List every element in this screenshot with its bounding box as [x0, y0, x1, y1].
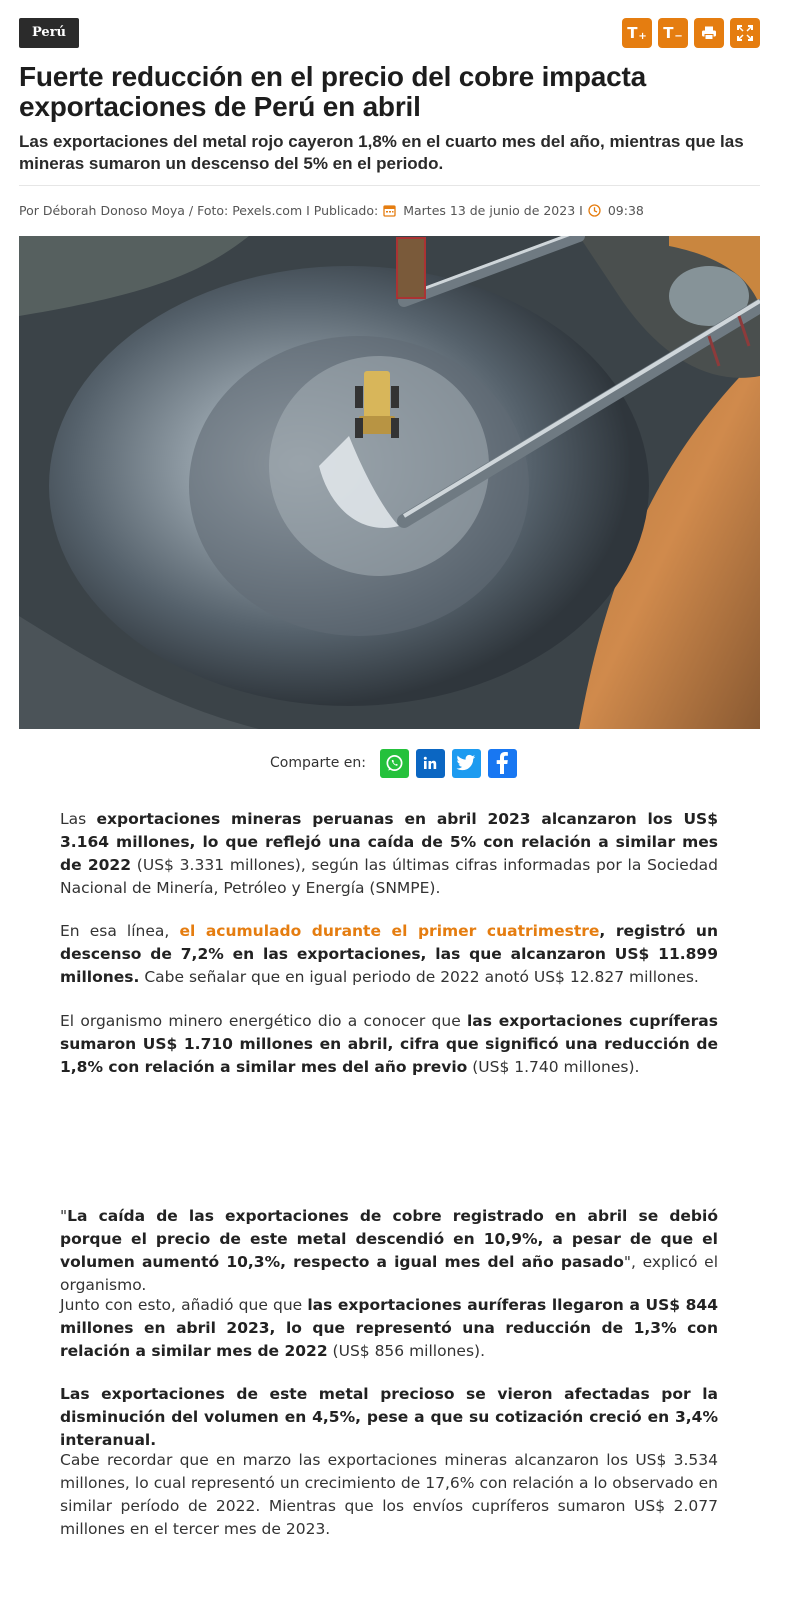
share-bar	[270, 748, 517, 778]
print-button[interactable]	[694, 18, 724, 48]
text-decrease-button[interactable]: T −	[658, 18, 688, 48]
divider	[19, 185, 760, 186]
paragraph-3: El organismo minero energético dio a conocer que las exportaciones cupríferas sumaron US$ 1.710 millones en abril, cifra que significó una reducción de 1,8% con relación a similar mes del año previo (US$ 1.740 millones).	[60, 1012, 718, 1076]
share-facebook-button[interactable]	[488, 749, 517, 778]
share-twitter-button[interactable]	[452, 749, 481, 778]
calendar-icon	[383, 204, 396, 217]
paragraph-7: Cabe recordar que en marzo las exportaciones mineras alcanzaron los US$ 3.534 millones, lo cual representó un crecimiento de 17,6% con relación a lo observado en similar período de 2022. Mientras que los envíos cupríferos sumaron US$ 2.077 millones en el tercer mes de 2023.	[60, 1451, 718, 1538]
fullscreen-icon	[737, 25, 753, 41]
print-icon	[701, 25, 717, 41]
text-increase-icon: T	[627, 24, 638, 42]
byline-date: Martes 13 de junio de 2023 I	[403, 203, 583, 218]
top-bar	[19, 18, 760, 48]
paragraph-4: "La caída de las exportaciones de cobre registrado en abril se debió porque el precio de este metal descendió en 10,9%, a pesar de que el volumen aumentó 10,3%, respecto a igual mes del año pasado", explicó el organismo.	[60, 1207, 719, 1294]
text-increase-button[interactable]: T +	[622, 18, 652, 48]
twitter-icon	[456, 754, 476, 772]
paragraph-5: Junto con esto, añadió que que las exportaciones auríferas llegaron a US$ 844 millones en abril 2023, lo que representó una reducción de 1,3% con relación a similar mes de 2022 (US$ 856 millones).	[60, 1296, 718, 1360]
article-tools	[622, 18, 760, 48]
category-tag[interactable]: Perú	[19, 18, 79, 48]
text-decrease-icon: T	[663, 24, 674, 42]
paragraph-2: En esa línea, el acumulado durante el primer cuatrimestre, registró un descenso de 7,2% en las exportaciones, las que alcanzaron US$ 11.899 millones. Cabe señalar que en igual periodo de 2022 anotó US$ 12.827 millones.	[60, 922, 718, 986]
clock-icon	[588, 204, 601, 217]
headline: Fuerte reducción en el precio del cobre impacta exportaciones de Perú en abril	[19, 61, 647, 122]
cuatrimestre-link[interactable]: el acumulado durante el primer cuatrimestre	[179, 922, 600, 940]
facebook-icon	[495, 752, 509, 774]
whatsapp-icon	[385, 754, 404, 773]
subtitle: Las exportaciones del metal rojo cayeron 1,8% en el cuarto mes del año, mientras que las mineras sumaron un descenso del 5% en el periodo.	[19, 132, 744, 173]
byline-time: 09:38	[607, 203, 644, 218]
share-label: Comparte en:	[270, 755, 366, 771]
share-whatsapp-button[interactable]	[380, 749, 409, 778]
linkedin-icon	[422, 755, 438, 771]
mining-aerial-photo	[19, 236, 760, 729]
byline	[19, 203, 644, 218]
paragraph-1: Las exportaciones mineras peruanas en abril 2023 alcanzaron los US$ 3.164 millones, lo que reflejó una caída de 5% con relación a similar mes de 2022 (US$ 3.331 millones), según las últimas cifras informadas por la Sociedad Nacional de Minería, Petróleo y Energía (SNMPE).	[60, 810, 718, 897]
byline-author: Por Déborah Donoso Moya / Foto: Pexels.com I Publicado:	[19, 203, 379, 218]
hero-image	[19, 236, 760, 729]
paragraph-6: Las exportaciones de este metal precioso se vieron afectadas por la disminución del volumen en 4,5%, pese a que su cotización creció en 3,4% interanual.	[60, 1385, 718, 1449]
fullscreen-button[interactable]	[730, 18, 760, 48]
share-linkedin-button[interactable]	[416, 749, 445, 778]
